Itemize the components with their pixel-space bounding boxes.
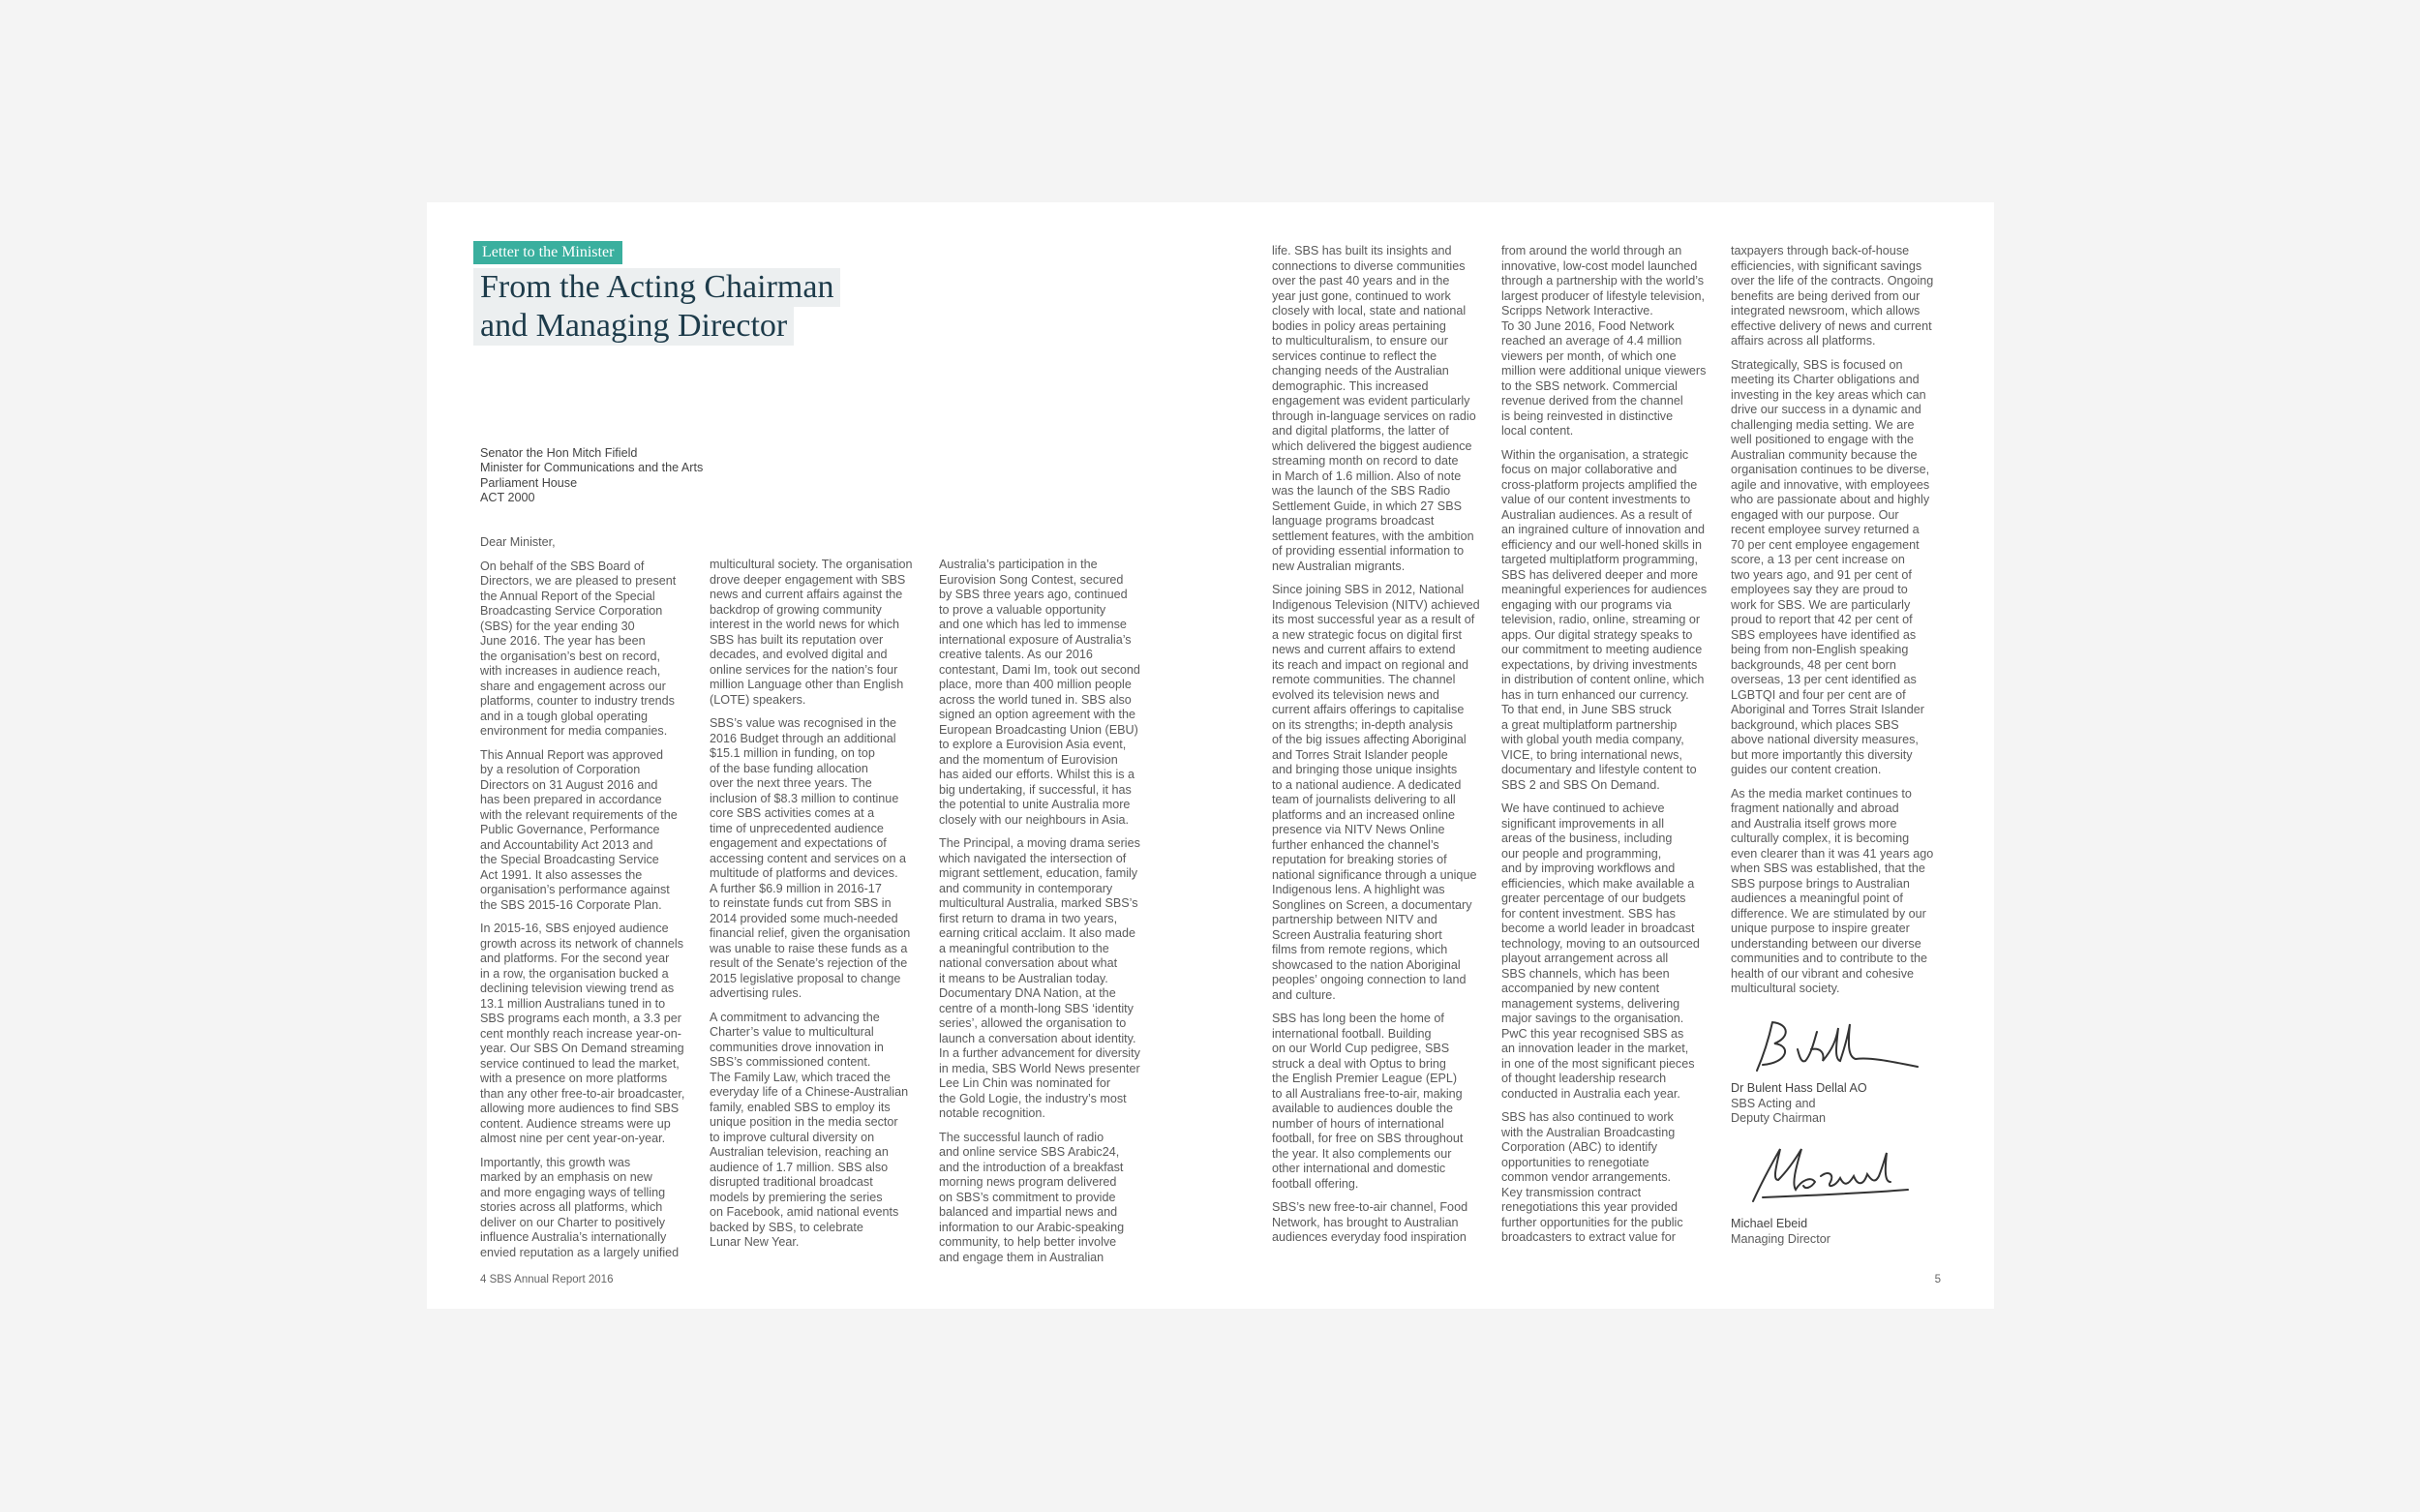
text-column-2 xyxy=(710,558,924,1259)
paragraph: Strategically, SBS is focused on meeting its Charter obligations and investing in the key areas which can drive our success in a dynamic and challenging media setting. We are well positioned to engage with the Australian community because the organisation continues to be diverse, agile and innovative, with employees who are passionate about and highly engaged with our purpose. Our recent employee survey returned a 70 per cent employee engagement score, a 13 per cent increase on two years ago, and 91 per cent of employees say they are proud to work for SBS. We are particularly proud to report that 42 per cent of SBS employees have identified as being from non-English speaking backgrounds, 48 per cent born overseas, 13 per cent identified as LGBTQI and four per cent are of Aboriginal and Torres Strait Islander background, which places SBS above national diversity measures, but more importantly this diversity guides our content creation. xyxy=(1731,357,1930,776)
signatory-name: Michael Ebeid xyxy=(1731,1217,1808,1230)
managing-director-signature xyxy=(1734,1141,1927,1209)
paragraph: This Annual Report was approved by a resolution of Corporation Directors on 31 August 2016 and has been prepared in accordance with the relevant requirements of the Public Governance, Performance and Accountability Act 2013 and the Special Broadcasting Service Act 1991. It also assesses the organisation’s performance against the SBS 2015-16 Corporate Plan. xyxy=(480,747,678,912)
paragraph: SBS has long been the home of international football. Building on our World Cup pedigree, SBS struck a deal with Optus to bring the English Premier League (EPL) to all Australians free-to-air, making available to audiences double the number of hours of international football, for free on SBS throughout the year. It also complements our other international and domestic football offering. xyxy=(1272,1012,1464,1191)
paragraph: life. SBS has built its insights and connections to diverse communities over the past 40 years and in the year just gone, continued to work closely with local, state and national bodies in policy areas pertaining to multiculturalism, to ensure our services continue to reflect the changing needs of the Australian demographic. This increased engagement was evident particularly through in-language services on radio and digital platforms, the latter of which delivered the biggest audience streaming month on record to date in March of 1.6 million. Also of note was the launch of the SBS Radio Settlement Guide, in which 27 SBS language programs broadcast settlement features, with the ambition of providing essential information to new Australian migrants. xyxy=(1272,244,1476,573)
signatory-2 xyxy=(1731,1217,1830,1247)
paragraph: We have continued to achieve significant improvements in all areas of the business, including our people and programming, and by improving workflows and efficiencies, which make available a greater percentage of our budgets for content investment. SBS has become a world leader in broadcast technology, moving to an outsourced playout arrangement across all SBS channels, which has been accompanied by new content management systems, delivering major savings to the organisation. PwC this year recognised SBS as an innovation leader in the market, in one of the most significant pieces of thought leadership research conducted in Australia each year. xyxy=(1501,801,1700,1101)
report-spread xyxy=(427,202,1994,1309)
paragraph: As the media market continues to fragment nationally and abroad and Australia itself grows more culturally complex, it is becoming even clearer than it was 41 years ago when SBS was established, that the SBS purpose brings to Australian audiences a meaningful point of difference. We are stimulated by our unique purpose to inspire greater understanding between our diverse communities and to contribute to the health of our vibrant and cohesive multicultural society. xyxy=(1731,786,1934,995)
paragraph: On behalf of the SBS Board of Directors, we are pleased to present the Annual Report of the Special Broadcasting Service Corporation (SBS) for the year ending 30 June 2016. The year has been the organisation’s best on record, with increases in audience reach, share and engagement across our platforms, counter to industry trends and in a tough global operating environment for media companies. xyxy=(480,559,677,738)
paragraph: A commitment to advancing the Charter’s value to multicultural communities drove innovation in SBS’s commissioned content. The Family Law, which traced the everyday life of a Chinese-Australian family, enabled SBS to employ its unique position in the media sector to improve cultural diversity on Australian television, reaching an audience of 1.7 million. SBS also disrupted traditional broadcast models by premiering the series on Facebook, amid national events backed by SBS, to celebrate Lunar New Year. xyxy=(710,1010,909,1249)
text-column-1 xyxy=(480,535,695,1269)
paragraph: Within the organisation, a strategic focus on major collaborative and cross-platform projects amplified the value of our content investments to Australian audiences. As a result of an ingrained culture of innovation and efficiency and our well-honed skills in targeted multiplatform programming, SBS has delivered deeper and more meaningful experiences for audiences engaging with our programs via television, radio, online, streaming or apps. Our digital strategy speaks to our commitment to meeting audience expectations, by driving investments in distribution of content online, which has in turn enhanced our currency. To that end, in June SBS struck a great multiplatform partnership with global youth media company, VICE, to bring international news, documentary and lifestyle content to SBS 2 and SBS On Demand. xyxy=(1501,447,1708,792)
title-line-2: and Managing Director xyxy=(473,307,794,346)
page-number-left: 4 SBS Annual Report 2016 xyxy=(480,1274,614,1285)
paragraph: Importantly, this growth was marked by an emphasis on new and more engaging ways of telling stories across all platforms, which deliver on our Charter to positively influence Australia’s internationally envied reputation as a largely unified xyxy=(480,1155,680,1259)
paragraph: The Principal, a moving drama series which navigated the intersection of migrant settlement, education, family and community in contemporary multicultural Australia, marked SBS’s first return to drama in two years, earning critical acclaim. It also made a meaningful contribution to the national conversation about what it means to be Australian today. Documentary DNA Nation, at the centre of a month-long SBS ‘identity series’, allowed the organisation to launch a conversation about identity. In a further advancement for diversity in media, SBS World News presenter Lee Lin Chin was nominated for the Gold Logie, the industry’s most notable recognition. xyxy=(939,836,1140,1120)
paragraph: from around the world through an innovative, low-cost model launched through a partnership with the world’s largest producer of lifestyle television, Scripps Network Interactive. To 30 June 2016, Food Network reached an average of 4.4 million viewers per month, of which one million were additional unique viewers to the SBS network. Commercial revenue derived from the channel is being reinvested in distinctive local content. xyxy=(1501,244,1707,438)
chairman-signature xyxy=(1743,1011,1927,1083)
paragraph: taxpayers through back-of-house efficiencies, with significant savings over the life of the contracts. Ongoing benefits are being derived from our integrated newsroom, which allows effective delivery of news and current affairs across all platforms. xyxy=(1731,244,1934,348)
paragraph: SBS’s new free-to-air channel, Food Network, has brought to Australian audiences everyday food inspiration xyxy=(1272,1200,1468,1244)
text-column-4 xyxy=(1272,244,1487,1255)
signatory-role: Deputy Chairman xyxy=(1731,1111,1826,1125)
page-number-right: 5 xyxy=(1934,1274,1941,1285)
signatory-role: SBS Acting and xyxy=(1731,1096,1816,1110)
signatory-1 xyxy=(1731,1081,1867,1127)
text-column-3 xyxy=(939,558,1154,1274)
paragraph: multicultural society. The organisation drove deeper engagement with SBS news and current affairs against the backdrop of growing community interest in the world news for which SBS has built its reputation over decades, and evolved digital and online services for the nation’s four million Language other than English (LOTE) speakers. xyxy=(710,558,913,707)
text-column-6 xyxy=(1731,244,1946,1006)
paragraph: SBS’s value was recognised in the 2016 Budget through an additional $15.1 million in funding, on top of the base funding allocation over the next three years. The inclusion of $8.3 million to continue core SBS activities comes at a time of unprecedented audience engagement and expectations of accessing content and services on a multitude of platforms and devices. A further $6.9 million in 2016-17 to reinstate funds cut from SBS in 2014 provided some much-needed financial relief, given the organisation was unable to raise these funds as a result of the Senate’s rejection of the 2015 legislative proposal to change advertising rules. xyxy=(710,716,911,1000)
paragraph: The successful launch of radio and online service SBS Arabic24, and the introduction of a breakfast morning news program delivered on SBS’s commitment to provide balanced and impartial news and information to our Arabic-speaking community, to help better involve and engage them in Australian xyxy=(939,1130,1125,1264)
salutation: Dear Minister, xyxy=(480,535,556,549)
paragraph: Australia’s participation in the Eurovision Song Contest, secured by SBS three years ago, continued to prove a valuable opportunity and one which has led to immense international exposure of Australia’s creative talents. As our 2016 contestant, Dami Im, took out second place, more than 400 million people across the world tuned in. SBS also signed an option agreement with the European Broadcasting Union (EBU) to explore a Eurovision Asia event, and the momentum of Eurovision has aided our efforts. Whilst this is a big undertaking, if successful, it has the potential to unite Australia more closely with our neighbours in Asia. xyxy=(939,558,1140,827)
title-line-1: From the Acting Chairman xyxy=(473,268,840,307)
page-title xyxy=(473,268,840,346)
paragraph: SBS has also continued to work with the Australian Broadcasting Corporation (ABC) to identify opportunities to renegotiate common vendor arrangements. Key transmission contract renegotiations this year provided further opportunities for the public broadcasters to extract value for xyxy=(1501,1110,1683,1244)
recipient-address: Senator the Hon Mitch Fifield Minister for Communications and the Arts Parliament House ACT 2000 xyxy=(480,446,704,505)
paragraph: Since joining SBS in 2012, National Indigenous Television (NITV) achieved its most successful year as a result of a new strategic focus on digital first news and current affairs to extend its reach and impact on regional and remote communities. The channel evolved its television news and current affairs offerings to capitalise on its strengths; in-depth analysis of the big issues affecting Aboriginal and Torres Strait Islander people and bringing those unique insights to a national audience. A dedicated team of journalists delivering to all platforms and an increased online presence via NITV News Online further enhanced the channel’s reputation for breaking stories of national significance through a unique Indigenous lens. A highlight was Songlines on Screen, a documentary partnership between NITV and Screen Australia featuring short films from remote regions, which showcased to the nation Aboriginal peoples’ ongoing connection to land and culture. xyxy=(1272,583,1480,1002)
text-column-5 xyxy=(1501,244,1716,1255)
paragraph: In 2015-16, SBS enjoyed audience growth across its network of channels and platforms. For the second year in a row, the organisation bucked a declining television viewing trend as 13.1 million Australians tuned in to SBS programs each month, a 3.3 per cent monthly reach increase year-on- year. Our SBS On Demand streaming service continued to lead the market, with a presence on more platforms than any other free-to-air broadcaster, allowing more audiences to find SBS content. Audience streams were up almost nine per cent year-on-year. xyxy=(480,922,685,1145)
signatory-name: Dr Bulent Hass Dellal AO xyxy=(1731,1081,1867,1095)
signatory-role: Managing Director xyxy=(1731,1231,1830,1246)
section-kicker: Letter to the Minister xyxy=(473,241,622,264)
